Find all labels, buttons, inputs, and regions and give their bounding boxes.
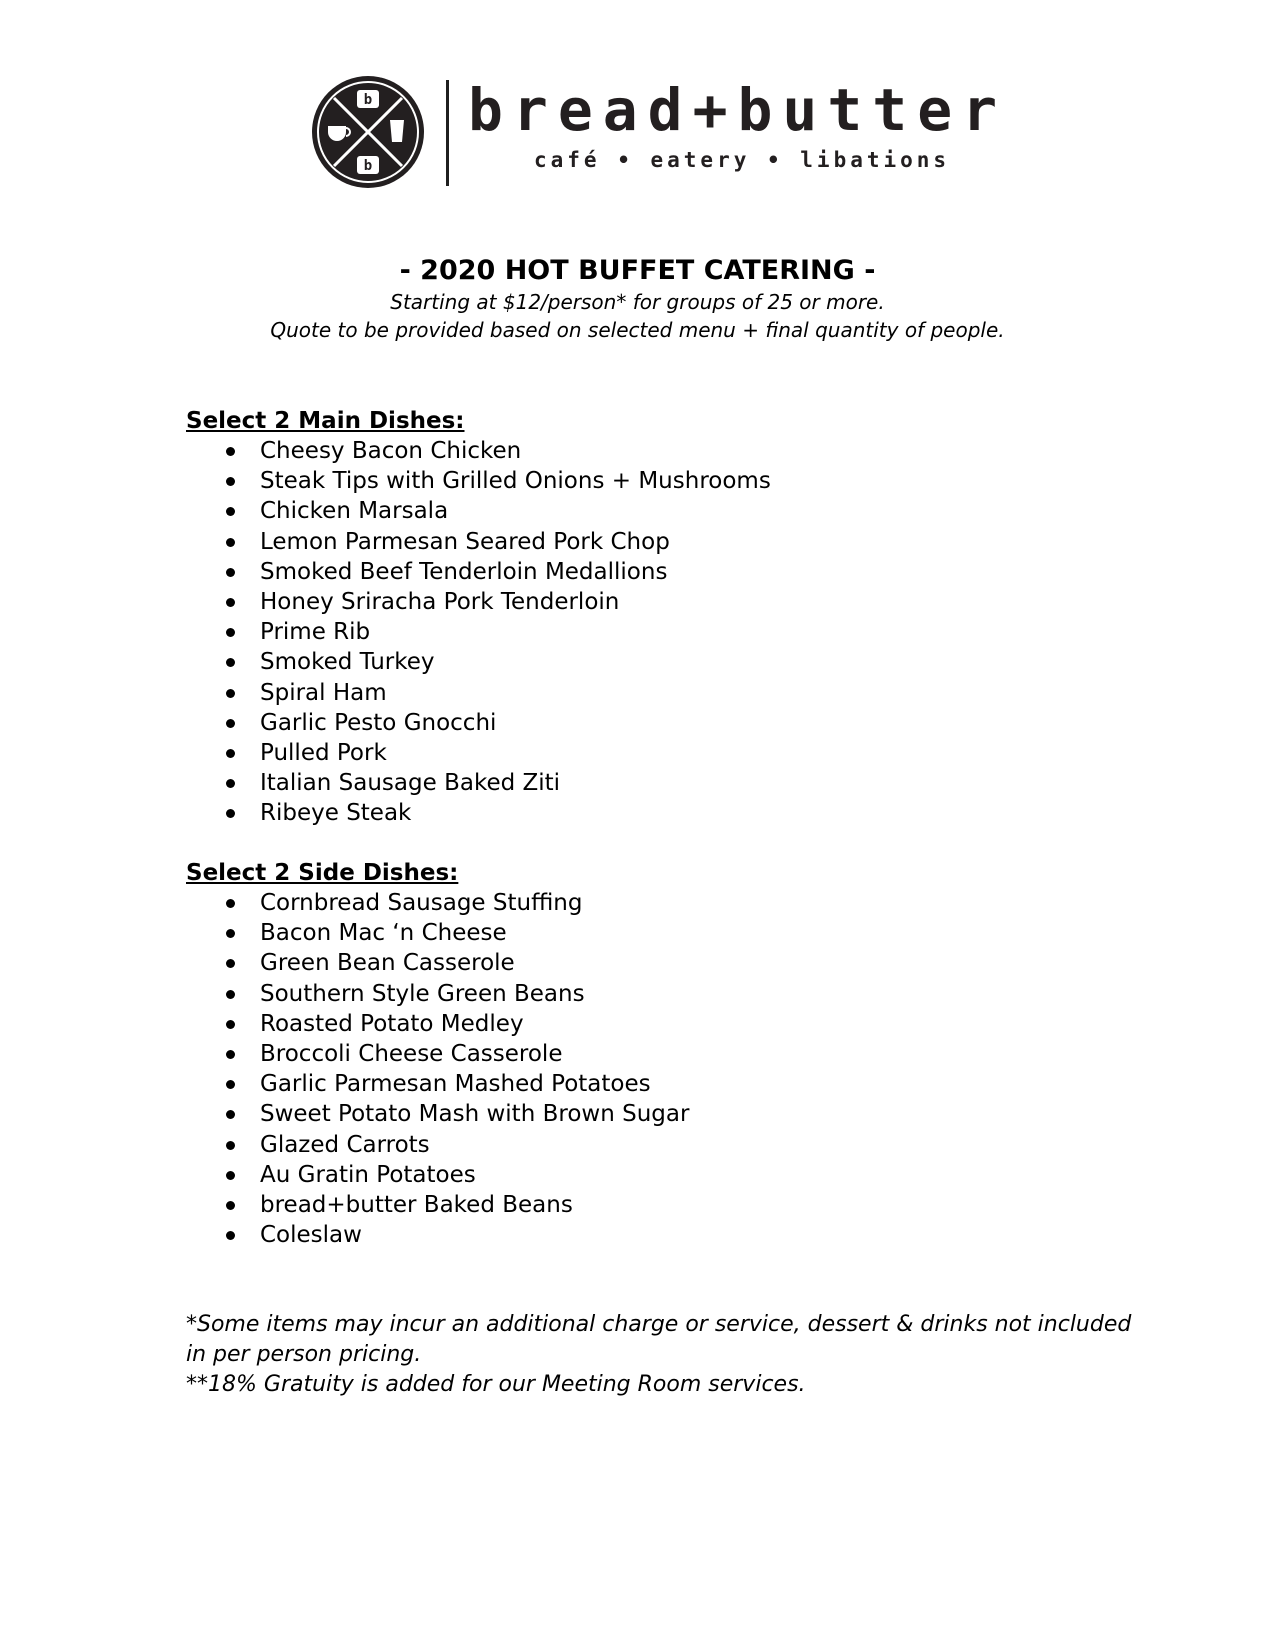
list-item: Au Gratin Potatoes [186, 1160, 1146, 1190]
list-item: bread+butter Baked Beans [186, 1190, 1146, 1220]
list-item: Lemon Parmesan Seared Pork Chop [186, 527, 1146, 557]
brand-logo [310, 74, 1030, 192]
logo-divider [446, 80, 449, 186]
list-item: Coleslaw [186, 1220, 1146, 1250]
bullet-icon [226, 1141, 235, 1150]
bullet-icon [226, 959, 235, 968]
list-item: Roasted Potato Medley [186, 1009, 1146, 1039]
bullet-icon [226, 1231, 235, 1240]
list-item: Chicken Marsala [186, 496, 1146, 526]
list-item: Glazed Carrots [186, 1130, 1146, 1160]
svg-text:b: b [363, 92, 373, 108]
list-item: Italian Sausage Baked Ziti [186, 768, 1146, 798]
side-dishes-list [186, 888, 1146, 1250]
main-dishes-section [186, 406, 1146, 828]
bullet-icon [226, 689, 235, 698]
bullet-icon [226, 990, 235, 999]
pricing-footnote: *Some items may incur an additional charge or service, dessert & drinks not included in per person pricing. [186, 1312, 1132, 1367]
side-dishes-heading: Select 2 Side Dishes: [186, 860, 459, 886]
page-title: - 2020 HOT BUFFET CATERING - [399, 255, 876, 286]
bullet-icon [226, 929, 235, 938]
list-item: Garlic Parmesan Mashed Potatoes [186, 1069, 1146, 1099]
list-item: Spiral Ham [186, 678, 1146, 708]
bullet-icon [226, 1110, 235, 1119]
bullet-icon [226, 1171, 235, 1180]
list-item: Bacon Mac ‘n Cheese [186, 918, 1146, 948]
list-item: Garlic Pesto Gnocchi [186, 708, 1146, 738]
list-item: Steak Tips with Grilled Onions + Mushrooms [186, 466, 1146, 496]
svg-text:b: b [363, 158, 373, 174]
bullet-icon [226, 1050, 235, 1059]
list-item: Cornbread Sausage Stuffing [186, 888, 1146, 918]
bullet-icon [226, 538, 235, 547]
bullet-icon [226, 658, 235, 667]
gratuity-footnote: **18% Gratuity is added for our Meeting Room services. [186, 1372, 806, 1397]
main-dishes-list [186, 436, 1146, 828]
list-item: Smoked Beef Tenderloin Medallions [186, 557, 1146, 587]
bullet-icon [226, 1080, 235, 1089]
list-item: Honey Sriracha Pork Tenderloin [186, 587, 1146, 617]
list-item: Cheesy Bacon Chicken [186, 436, 1146, 466]
list-item: Broccoli Cheese Casserole [186, 1039, 1146, 1069]
logo-tagline: café • eatery • libations [534, 148, 951, 172]
bullet-icon [226, 899, 235, 908]
list-item: Sweet Potato Mash with Brown Sugar [186, 1099, 1146, 1129]
bullet-icon [226, 507, 235, 516]
bullet-icon [226, 598, 235, 607]
list-item: Prime Rib [186, 617, 1146, 647]
footnotes [186, 1310, 1146, 1400]
bullet-icon [226, 749, 235, 758]
bullet-icon [226, 719, 235, 728]
bullet-icon [226, 1201, 235, 1210]
logo-wordmark: bread+butter [468, 76, 1008, 144]
pricing-subtitle: Starting at $12/person* for groups of 25 or more. [390, 290, 885, 314]
main-dishes-heading: Select 2 Main Dishes: [186, 408, 465, 434]
menu-heading [0, 254, 1275, 344]
list-item: Pulled Pork [186, 738, 1146, 768]
bullet-icon [226, 447, 235, 456]
side-dishes-section [186, 858, 1146, 1250]
bullet-icon [226, 628, 235, 637]
logo-badge-icon [310, 74, 426, 190]
list-item: Southern Style Green Beans [186, 979, 1146, 1009]
list-item: Smoked Turkey [186, 647, 1146, 677]
list-item: Green Bean Casserole [186, 948, 1146, 978]
quote-subtitle: Quote to be provided based on selected menu + final quantity of people. [270, 318, 1005, 342]
bullet-icon [226, 809, 235, 818]
bullet-icon [226, 779, 235, 788]
bullet-icon [226, 1020, 235, 1029]
bullet-icon [226, 477, 235, 486]
bullet-icon [226, 568, 235, 577]
list-item: Ribeye Steak [186, 798, 1146, 828]
